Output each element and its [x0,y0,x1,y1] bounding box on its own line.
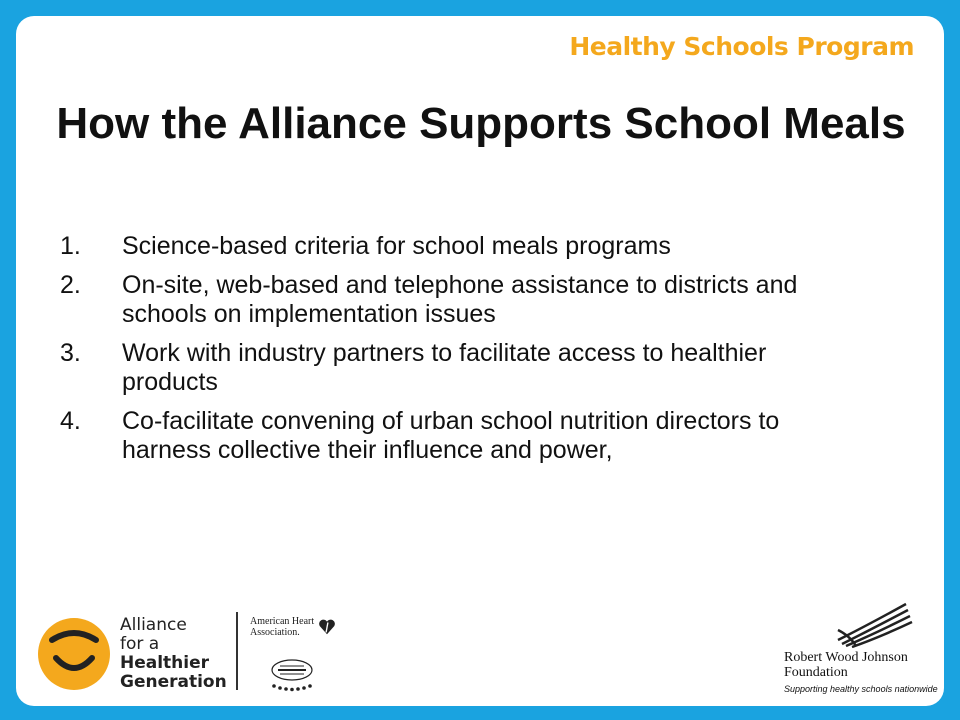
item-text: On-site, web-based and telephone assistance to districts and schools on implementation issues [122,271,798,328]
rwj-line2: Foundation [784,665,848,680]
item-number: 4. [60,407,81,435]
rwj-tagline: Supporting healthy schools nationwide [784,684,938,694]
aha-line1: American Heart [250,616,315,627]
alliance-line2: for a [120,634,160,654]
alliance-line4: Generation [120,672,227,692]
list-item [60,339,860,397]
supports-list [60,232,860,475]
clinton-foundation-logo [262,656,322,692]
smiley-icon [38,618,110,690]
aha-logo [250,616,360,638]
list-item [60,232,860,261]
alliance-line3: Healthier [120,653,210,673]
list-item [60,271,860,329]
item-number: 2. [60,271,81,299]
alliance-wordmark [120,616,227,692]
rwj-wordmark [784,650,908,680]
heart-torch-icon [318,618,336,636]
item-text: Science-based criteria for school meals programs [122,232,671,260]
alliance-line1: Alliance [120,615,187,635]
aha-line2: Association. [250,627,300,638]
item-number: 3. [60,339,81,367]
program-brand-title: Healthy Schools Program [569,32,914,61]
item-text: Work with industry partners to facilitate access to healthier products [122,339,767,396]
rwj-flame-icon [836,600,916,648]
slide [16,16,944,706]
logo-divider [236,612,238,690]
rwj-logo [784,600,944,700]
alliance-logo [38,614,248,694]
aha-wordmark [250,616,314,638]
list-item [60,407,860,465]
item-number: 1. [60,232,81,260]
rwj-line1: Robert Wood Johnson [784,650,908,665]
item-text: Co-facilitate convening of urban school nutrition directors to harness collective their influence and power, [122,407,780,464]
slide-title: How the Alliance Supports School Meals [56,99,906,148]
